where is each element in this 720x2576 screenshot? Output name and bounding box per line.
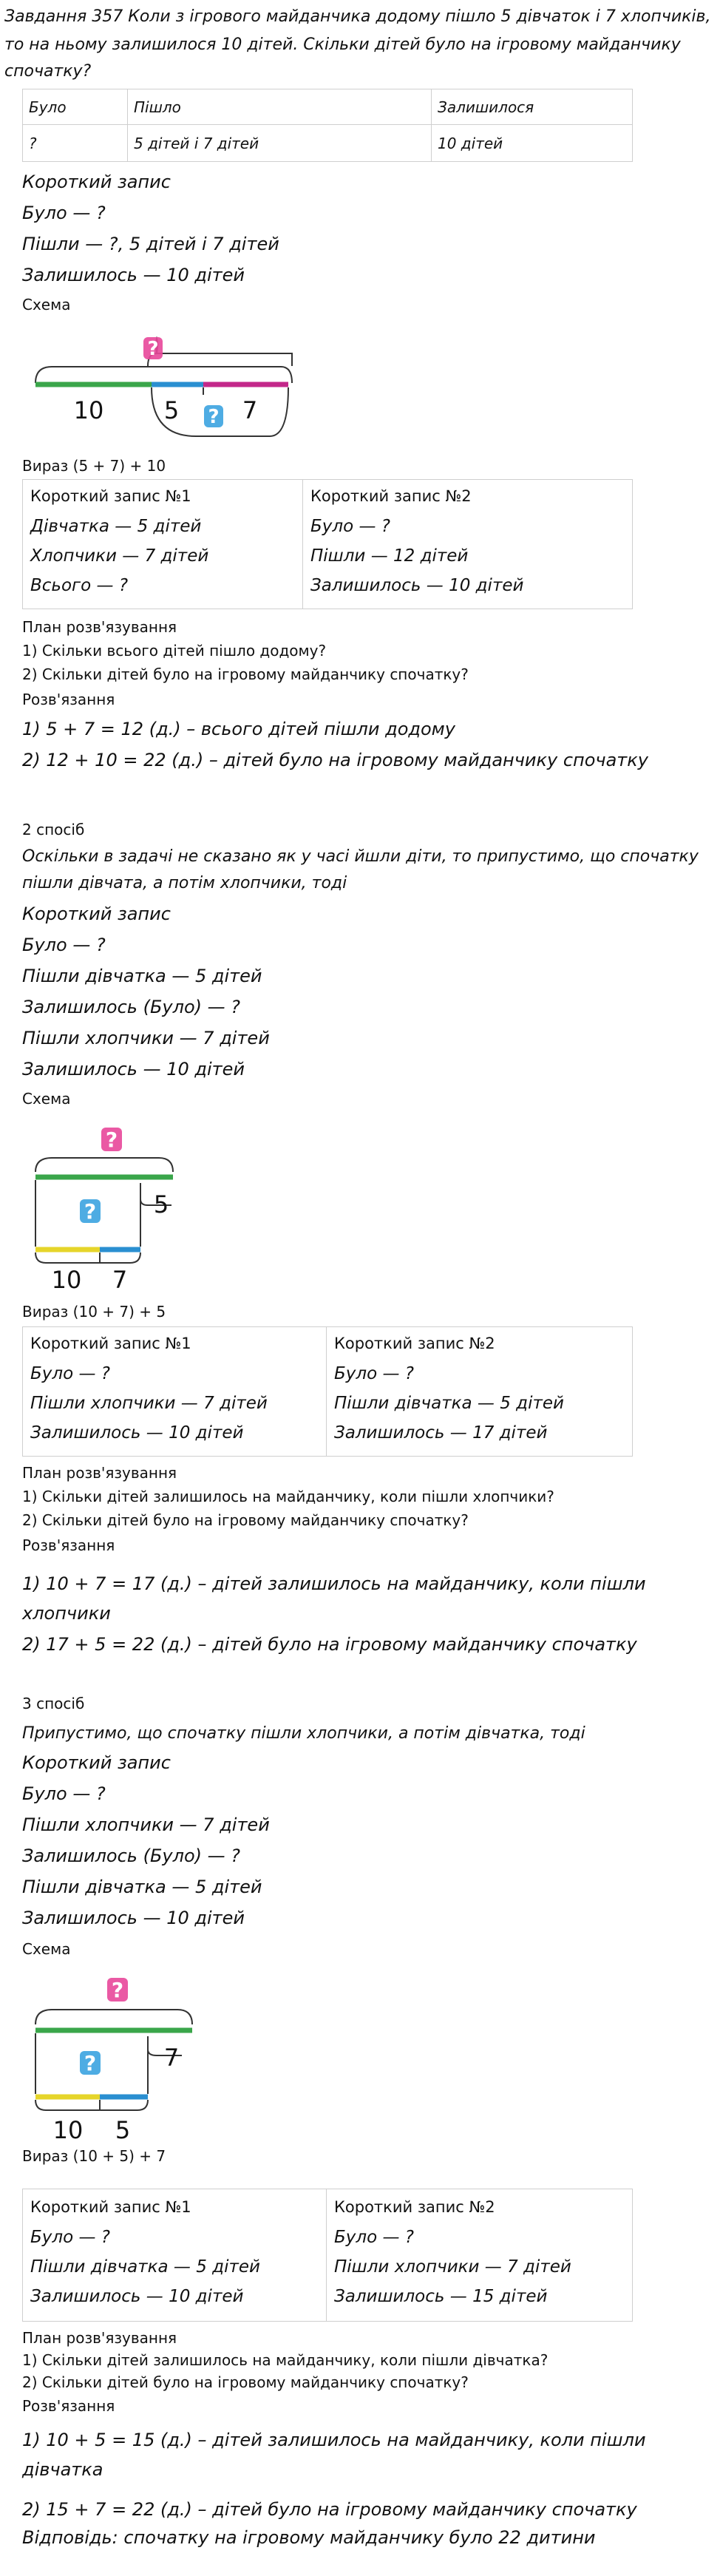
box-line: Пішли хлопчики — 7 дітей: [30, 1394, 268, 1413]
m3-note-line: Пішли хлопчики — 7 дітей: [22, 1814, 270, 1835]
box-title: Короткий запис №2: [334, 1335, 495, 1352]
scheme-question-mark: ?: [208, 406, 220, 428]
m2-short-notes-box: [22, 1326, 633, 1457]
task-line-3: спочатку?: [4, 62, 92, 81]
box-line: Пішли — 12 дітей: [310, 546, 469, 566]
scheme-question-mark: ?: [105, 1128, 118, 1152]
m3-solution-step: 2) 15 + 7 = 22 (д.) – дітей було на ігровому майданчику спочатку: [22, 2499, 637, 2520]
m3-plan-step: 1) Скільки дітей залишилось на майданчику, коли пішли дівчатка?: [22, 2351, 549, 2369]
m3-box-right: [326, 2189, 632, 2321]
m2-heading: 2 спосіб: [22, 821, 85, 838]
m3-note-line: Залишилось (Було) — ?: [22, 1845, 240, 1866]
scheme-value-5: 5: [115, 2116, 131, 2144]
m2-box-right: [326, 1327, 632, 1456]
m3-expression: Вираз (10 + 5) + 7: [22, 2147, 166, 2165]
m1-note-line: Залишилось — 10 дітей: [22, 265, 245, 285]
m2-box-left: [23, 1327, 326, 1456]
box-line: Пішли хлопчики — 7 дітей: [334, 2257, 571, 2277]
box-line: Залишилось — 10 дітей: [30, 2287, 244, 2306]
m3-intro-line: Припустимо, що спочатку пішли хлопчики, а потім дівчатка, тоді: [22, 1724, 585, 1743]
m2-note-line: Пішли дівчатка — 5 дітей: [22, 966, 262, 986]
scheme-value-side: 5: [153, 1190, 169, 1218]
m1-scheme-label: Схема: [22, 296, 71, 313]
box-title: Короткий запис №2: [334, 2198, 495, 2216]
scheme-value-10: 10: [73, 396, 104, 424]
m3-answer: Відповідь: спочатку на ігровому майданчику було 22 дитини: [22, 2527, 596, 2548]
box-title: Короткий запис №1: [30, 1335, 191, 1352]
scheme-value-side: 7: [163, 2044, 180, 2072]
m1-note-line: Було — ?: [22, 203, 106, 223]
box-title: Короткий запис №2: [310, 487, 472, 505]
m3-note-line: Залишилось — 10 дітей: [22, 1908, 245, 1928]
m1-solution-step: 2) 12 + 10 = 22 (д.) – дітей було на ігровому майданчику спочатку: [22, 750, 648, 770]
m3-note-line: Пішли дівчатка — 5 дітей: [22, 1877, 262, 1897]
m2-plan-step: 2) Скільки дітей було на ігровому майданчику спочатку?: [22, 1511, 469, 1529]
m1-box-left: [23, 480, 302, 609]
m2-short-note-title: Короткий запис: [22, 904, 171, 924]
m2-solution-step-cont: хлопчики: [22, 1603, 111, 1624]
table-cell-remained: 10 дітей: [432, 125, 633, 162]
m3-plan-step: 2) Скільки дітей було на ігровому майданчику спочатку?: [22, 2373, 469, 2391]
box-line: Пішли дівчатка — 5 дітей: [334, 1394, 564, 1413]
m3-note-line: Було — ?: [22, 1783, 106, 1804]
m3-box-left: [23, 2189, 326, 2321]
m2-plan-title: План розв'язування: [22, 1464, 177, 1482]
m3-plan-title: План розв'язування: [22, 2329, 177, 2347]
box-line: Пішли дівчатка — 5 дітей: [30, 2257, 260, 2277]
scheme-value-10: 10: [52, 2116, 84, 2144]
m2-intro-line: пішли дівчата, а потім хлопчики, тоді: [22, 874, 347, 892]
table-header-left: Пішло: [128, 89, 432, 125]
box-line: Залишилось — 15 дітей: [334, 2287, 548, 2306]
table-header-was: Було: [23, 89, 128, 125]
m2-solution-title: Розв'язання: [22, 1536, 115, 1554]
m2-expression: Вираз (10 + 7) + 5: [22, 1303, 166, 1321]
box-line: Залишилось — 17 дітей: [334, 1423, 548, 1443]
scheme-value-10: 10: [51, 1266, 82, 1294]
scheme-value-5: 5: [163, 396, 180, 424]
m3-short-note-title: Короткий запис: [22, 1752, 171, 1773]
m1-short-note-title: Короткий запис: [22, 172, 171, 192]
box-title: Короткий запис №1: [30, 487, 191, 505]
m1-expression: Вираз (5 + 7) + 10: [22, 457, 166, 475]
m1-plan-step: 2) Скільки дітей було на ігровому майданчику спочатку?: [22, 665, 469, 683]
box-line: Було — ?: [310, 517, 390, 536]
box-line: Залишилось — 10 дітей: [310, 576, 524, 595]
scheme-question-mark: ?: [147, 338, 159, 360]
scheme-question-mark: ?: [111, 1978, 124, 2002]
m1-plan-step: 1) Скільки всього дітей пішло додому?: [22, 642, 327, 660]
scheme-value-7: 7: [242, 396, 258, 424]
box-line: Дівчатка — 5 дітей: [30, 517, 202, 536]
table-cell-was: ?: [23, 125, 128, 162]
m2-intro-line: Оскільки в задачі не сказано як у часі йшли діти, то припустимо, що спочатку: [22, 847, 699, 866]
box-line: Хлопчики — 7 дітей: [30, 546, 209, 566]
m3-heading: 3 спосіб: [22, 1695, 85, 1712]
m3-solution-title: Розв'язання: [22, 2397, 115, 2415]
m2-scheme: [0, 1116, 222, 1294]
scheme-value-7: 7: [112, 1266, 128, 1294]
m3-scheme-label: Схема: [22, 1940, 71, 1958]
m2-solution-step: 2) 17 + 5 = 22 (д.) – дітей було на ігровому майданчику спочатку: [22, 1634, 637, 1655]
m2-plan-step: 1) Скільки дітей залишилось на майданчику, коли пішли хлопчики?: [22, 1488, 554, 1505]
m3-solution-step-cont: дівчатка: [22, 2459, 103, 2480]
task-line-2: то на ньому залишилося 10 дітей. Скільки дітей було на ігровому майданчику: [4, 35, 681, 54]
m2-note-line: Було — ?: [22, 935, 106, 955]
table-cell-left: 5 дітей і 7 дітей: [128, 125, 432, 162]
box-line: Залишилось — 10 дітей: [30, 1423, 244, 1443]
m2-note-line: Пішли хлопчики — 7 дітей: [22, 1028, 270, 1048]
box-line: Було — ?: [30, 2228, 110, 2247]
m1-solution-step: 1) 5 + 7 = 12 (д.) – всього дітей пішли додому: [22, 719, 455, 739]
m1-box-right: [302, 480, 632, 609]
scheme-question-mark: ?: [84, 2051, 97, 2075]
m1-scheme: [0, 318, 310, 444]
m1-plan-title: План розв'язування: [22, 618, 177, 636]
task-line-1: Завдання 357 Коли з ігрового майданчика додому пішло 5 дівчаток і 7 хлопчиків,: [4, 7, 711, 26]
m1-short-notes-box: [22, 479, 633, 609]
box-line: Було — ?: [30, 1364, 110, 1383]
m2-note-line: Залишилось (Було) — ?: [22, 997, 240, 1017]
box-line: Було — ?: [334, 1364, 414, 1383]
m1-note-line: Пішли — ?, 5 дітей і 7 дітей: [22, 234, 279, 254]
m3-short-notes-box: [22, 2189, 633, 2322]
scheme-question-mark: ?: [84, 1199, 97, 1224]
box-line: Всього — ?: [30, 576, 129, 595]
box-title: Короткий запис №1: [30, 2198, 191, 2216]
given-table: [22, 89, 633, 162]
m3-scheme: [0, 1967, 222, 2144]
box-line: Було — ?: [334, 2228, 414, 2247]
m3-solution-step: 1) 10 + 5 = 15 (д.) – дітей залишилось на майданчику, коли пішли: [22, 2430, 646, 2450]
m2-solution-step: 1) 10 + 7 = 17 (д.) – дітей залишилось на майданчику, коли пішли: [22, 1573, 646, 1594]
m1-solution-title: Розв'язання: [22, 691, 115, 708]
table-header-remained: Залишилося: [432, 89, 633, 125]
m2-scheme-label: Схема: [22, 1090, 71, 1108]
m2-note-line: Залишилось — 10 дітей: [22, 1059, 245, 1079]
